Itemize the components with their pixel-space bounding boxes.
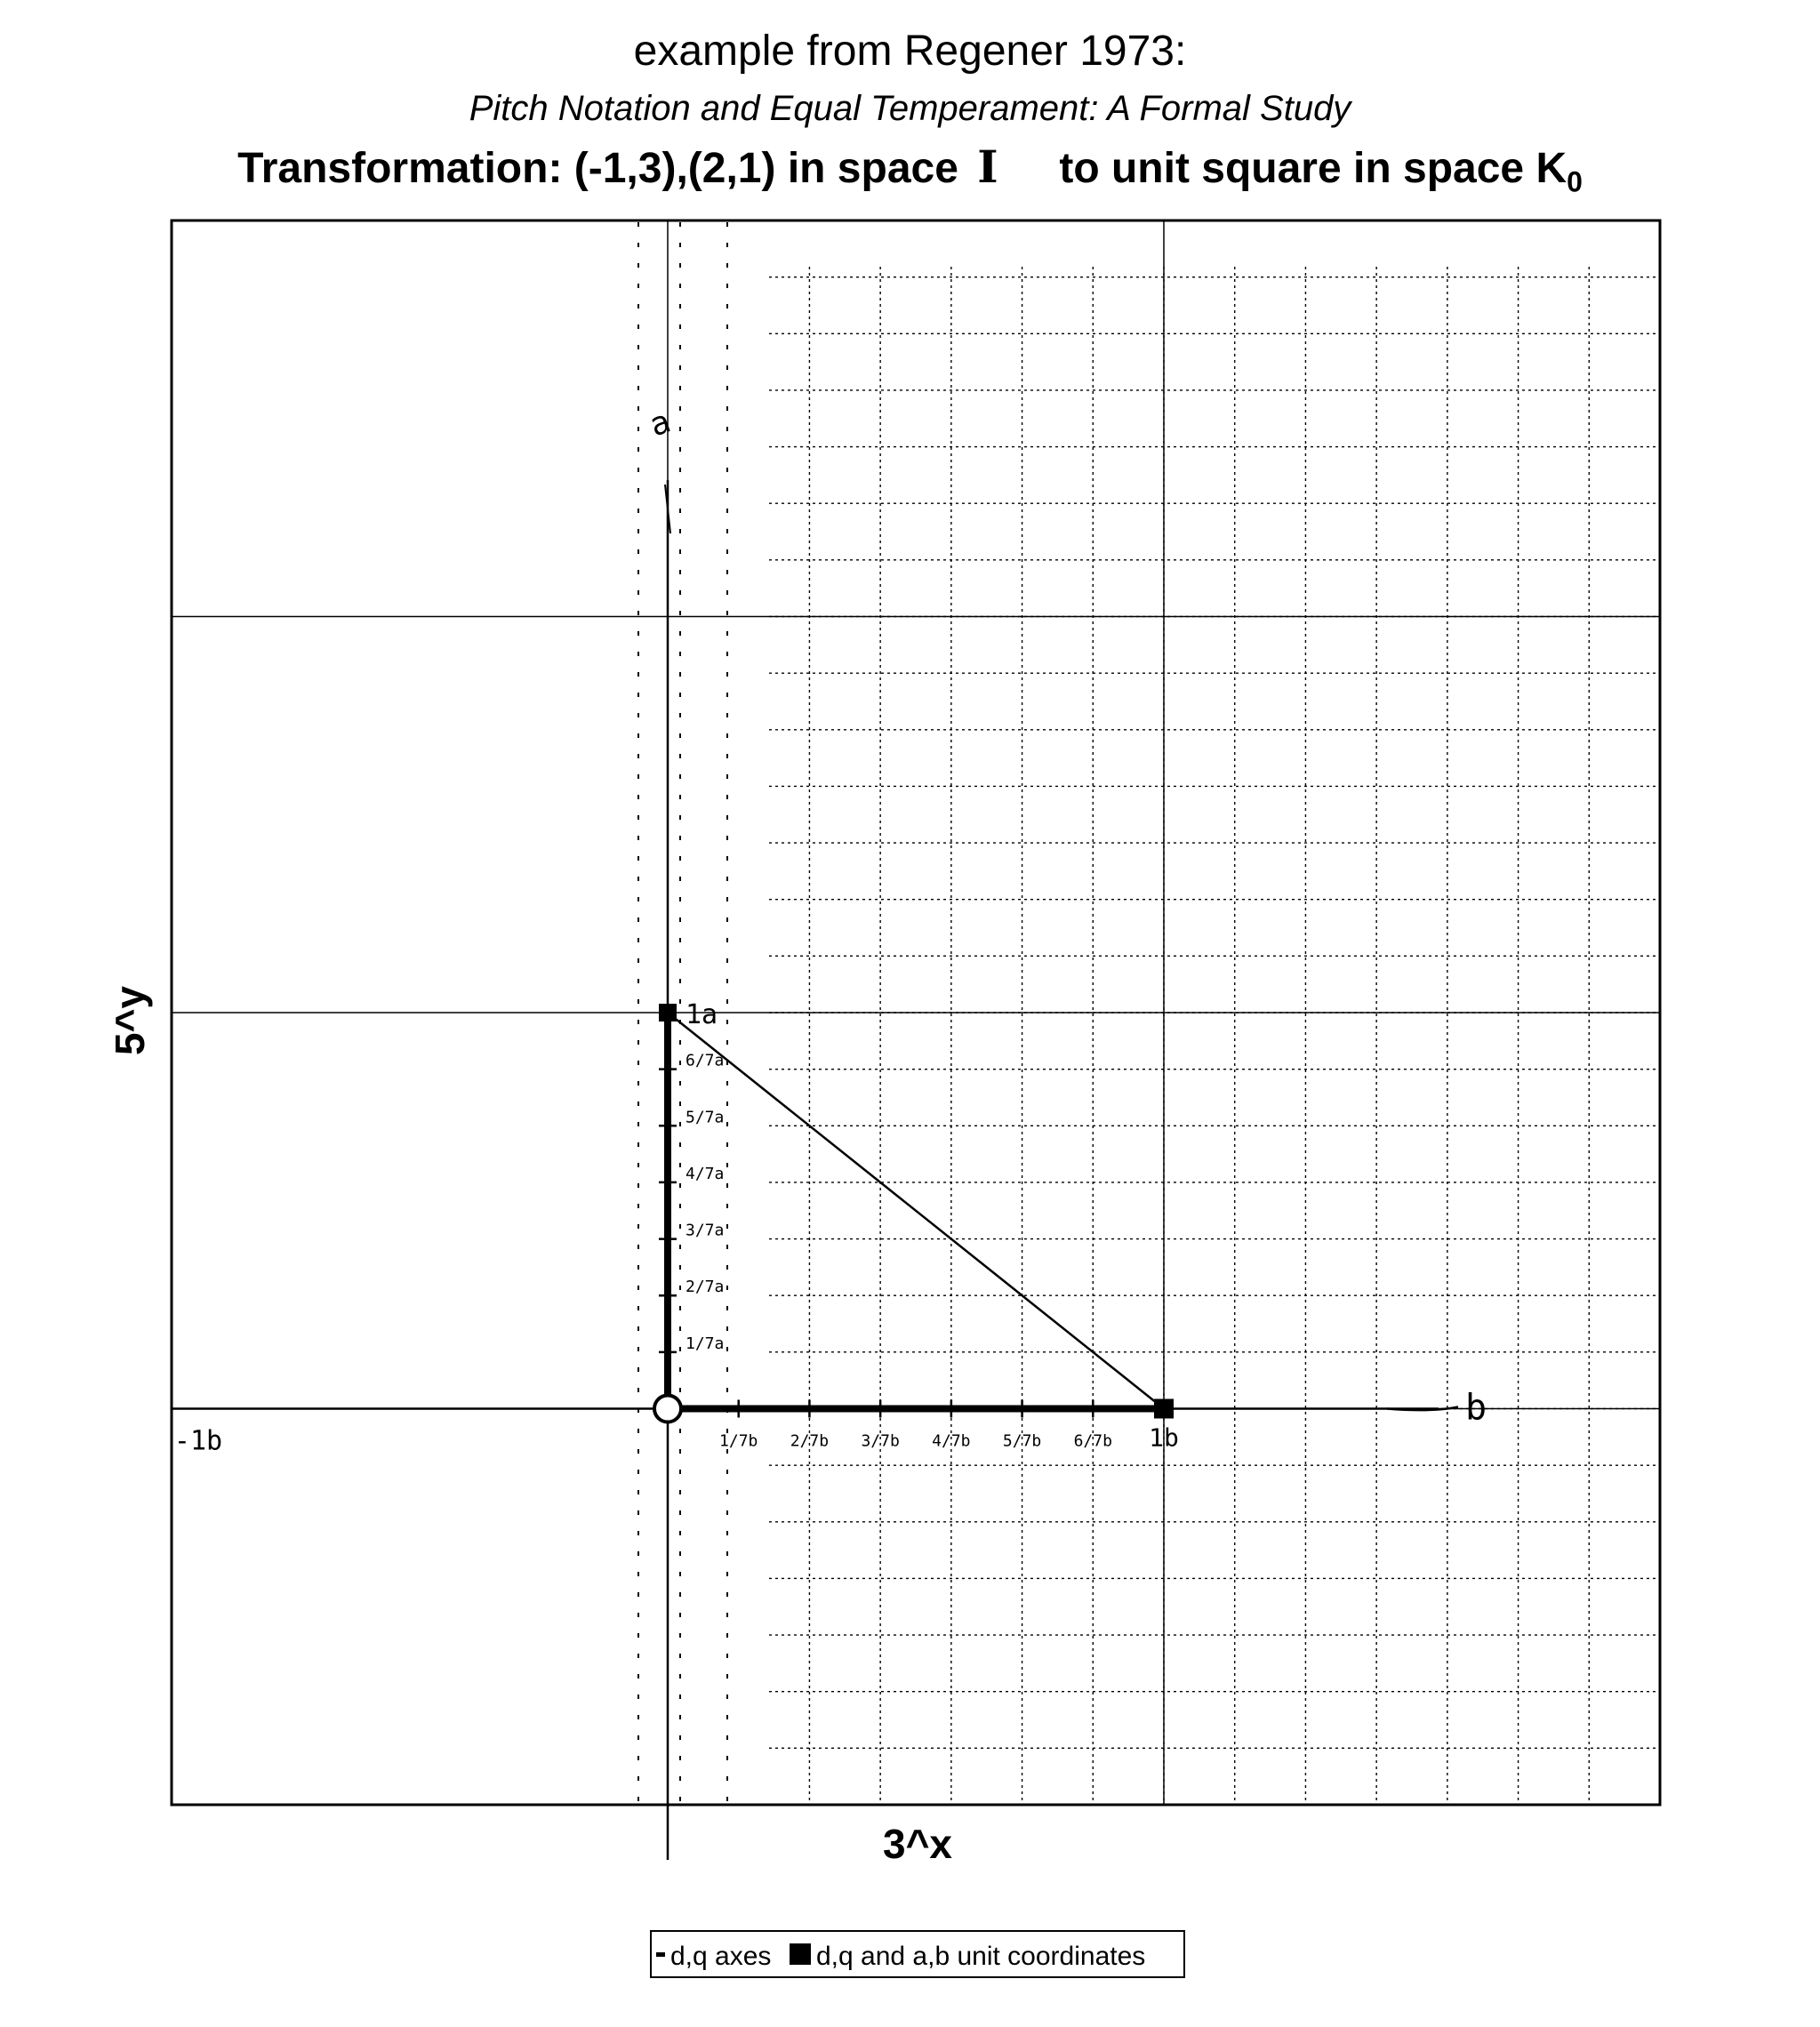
legend-unit-swatch <box>790 1943 811 1965</box>
labels <box>174 404 1487 1457</box>
tick-label-b: 4/7b <box>932 1431 971 1451</box>
title-suffix: to unit square in space <box>1059 145 1525 192</box>
tick-label-b: 6/7b <box>1073 1431 1112 1451</box>
tick-label-b: 5/7b <box>1002 1431 1042 1451</box>
tick-label-a: 4/7a <box>686 1164 725 1183</box>
legend-axes-label: d,q axes <box>670 1942 772 1971</box>
target-space-subscript: 0 <box>1567 165 1583 198</box>
series <box>654 1004 1174 1422</box>
diagonal-line <box>668 1013 1164 1409</box>
tick-label-a: 1/7a <box>686 1334 725 1353</box>
tick-label-a: 5/7a <box>686 1108 725 1127</box>
legend-axes-swatch <box>656 1952 665 1957</box>
axes <box>172 480 1458 1860</box>
tick-label-b: 3/7b <box>861 1431 900 1451</box>
y-axis-label: 5^y <box>107 985 153 1056</box>
chart-subtitle: Pitch Notation and Equal Temperament: A Formal Study <box>469 89 1351 128</box>
axis-name-a: a <box>645 403 676 445</box>
grid <box>172 220 1660 1805</box>
tick-label-b: 1b <box>1149 1422 1179 1453</box>
space-symbol: I <box>977 140 998 193</box>
tick-label-neg-b: -1b <box>173 1425 223 1457</box>
x-axis-label: 3^x <box>882 1821 953 1867</box>
origin-marker <box>654 1396 681 1422</box>
title-prefix: Transformation: (-1,3),(2,1) in space <box>237 145 958 192</box>
marker-1a <box>659 1004 677 1022</box>
legend-unit-label: d,q and a,b unit coordinates <box>816 1942 1146 1971</box>
axis-name-b: b <box>1464 1387 1487 1429</box>
marker-1b <box>1154 1399 1174 1419</box>
target-space-symbol: $K_0$ <box>1535 145 1583 198</box>
tick-label-a: 3/7a <box>686 1221 725 1240</box>
tick-label-b: 2/7b <box>790 1431 830 1451</box>
tick-label-a: 1a <box>686 999 718 1030</box>
tick-label-a: 6/7a <box>686 1051 725 1070</box>
tick-label-b: 1/7b <box>719 1431 758 1451</box>
chart-title: example from Regener 1973: <box>633 28 1187 75</box>
legend <box>651 1931 1184 1977</box>
tick-label-a: 2/7a <box>686 1278 725 1297</box>
